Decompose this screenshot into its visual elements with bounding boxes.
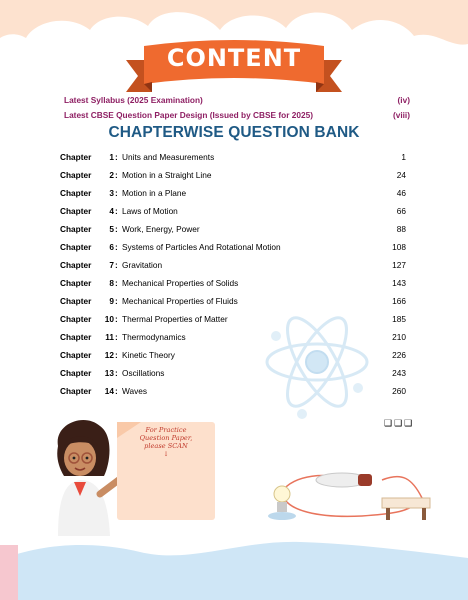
chapter-title: Motion in a Straight Line <box>122 170 212 180</box>
chapter-word: Chapter <box>60 296 92 306</box>
chapter-title: Thermal Properties of Matter <box>122 314 228 324</box>
chapter-row[interactable]: Chapter 11 : Thermodynamics 210 <box>60 332 406 342</box>
chapter-number: 8 <box>109 278 114 288</box>
prelim-item-label: Latest CBSE Question Paper Design (Issued by CBSE for 2025) <box>64 110 313 120</box>
chapter-row[interactable]: Chapter 7 : Gravitation 127 <box>60 260 406 270</box>
chapter-title: Kinetic Theory <box>122 350 175 360</box>
chapter-word: Chapter <box>60 152 92 162</box>
chapter-number: 6 <box>109 242 114 252</box>
chapter-page: 226 <box>392 350 406 360</box>
chapter-number: 3 <box>109 188 114 198</box>
end-marks: ❑❑❑ <box>384 418 415 428</box>
chapter-title: Gravitation <box>122 260 163 270</box>
chapter-row[interactable]: Chapter 9 : Mechanical Properties of Fluids 166 <box>60 296 406 306</box>
chapter-page: 127 <box>392 260 406 270</box>
chapter-row[interactable]: Chapter 3 : Motion in a Plane 46 <box>60 188 406 198</box>
chapter-row[interactable]: Chapter 6 : Systems of Particles And Rotational Motion 108 <box>60 242 406 252</box>
chapter-word: Chapter <box>60 188 92 198</box>
chapter-row[interactable]: Chapter 2 : Motion in a Straight Line 24 <box>60 170 406 180</box>
chapter-number: 2 <box>109 170 114 180</box>
chapter-word: Chapter <box>60 332 92 342</box>
chapter-word: Chapter <box>60 242 92 252</box>
chapter-number: 14 <box>104 386 114 396</box>
chapter-word: Chapter <box>60 350 92 360</box>
circuit-illustration-icon <box>262 468 440 528</box>
chapter-title: Oscillations <box>122 368 165 378</box>
chapter-number: 9 <box>109 296 114 306</box>
section-title: CHAPTERWISE QUESTION BANK <box>108 124 360 141</box>
chapter-title: Laws of Motion <box>122 206 178 216</box>
atom-icon <box>262 296 372 426</box>
bottom-wave-decoration <box>0 538 468 600</box>
chapter-title: Thermodynamics <box>122 332 186 342</box>
arrow-down-icon: ↓ <box>163 450 169 458</box>
chapter-word: Chapter <box>60 260 92 270</box>
chapter-word: Chapter <box>60 368 92 378</box>
chapter-title: Units and Measurements <box>122 152 215 162</box>
chapter-row[interactable]: Chapter 12 : Kinetic Theory 226 <box>60 350 406 360</box>
note-line-3: please SCAN <box>144 442 188 450</box>
chapter-word: Chapter <box>60 170 92 180</box>
note-line-2: Question Paper, <box>139 434 193 442</box>
chapter-page: 260 <box>392 386 406 396</box>
chapter-number: 1 <box>109 152 114 162</box>
chapter-title: Waves <box>122 386 148 396</box>
chapter-page: 166 <box>392 296 406 306</box>
practice-note-text <box>126 426 206 458</box>
chapter-page: 243 <box>392 368 406 378</box>
chapter-word: Chapter <box>60 278 92 288</box>
chapter-page: 1 <box>401 152 406 162</box>
chapter-title: Work, Energy, Power <box>122 224 200 234</box>
chapter-row[interactable]: Chapter 14 : Waves 260 <box>60 386 406 396</box>
chapter-page: 108 <box>392 242 406 252</box>
chapter-page: 185 <box>392 314 406 324</box>
chapter-row[interactable]: Chapter 5 : Work, Energy, Power 88 <box>60 224 406 234</box>
chapter-row[interactable]: Chapter 10 : Thermal Properties of Matter 185 <box>60 314 406 324</box>
chapter-page: 88 <box>396 224 406 234</box>
chapter-page: 24 <box>396 170 406 180</box>
chapter-number: 10 <box>104 314 114 324</box>
note-line-1: For Practice <box>145 426 187 434</box>
prelim-item-syllabus[interactable] <box>64 95 410 105</box>
chapter-row[interactable]: Chapter 4 : Laws of Motion 66 <box>60 206 406 216</box>
banner-title: CONTENT <box>166 44 302 72</box>
prelim-item-page: (viii) <box>392 110 410 120</box>
chapter-title: Systems of Particles And Rotational Motion <box>122 242 281 252</box>
chapter-word: Chapter <box>60 224 92 234</box>
prelim-item-page: (iv) <box>397 95 410 105</box>
chapter-row[interactable]: Chapter 8 : Mechanical Properties of Solids 143 <box>60 278 406 288</box>
chapter-number: 5 <box>109 224 114 234</box>
chapter-number: 7 <box>109 260 114 270</box>
chapter-page: 210 <box>392 332 406 342</box>
chapter-number: 4 <box>109 206 114 216</box>
chapter-word: Chapter <box>60 314 92 324</box>
chapter-page: 143 <box>392 278 406 288</box>
chapter-word: Chapter <box>60 206 92 216</box>
prelim-item-question-paper-design[interactable] <box>64 110 410 120</box>
prelim-item-label: Latest Syllabus (2025 Examination) <box>64 95 203 105</box>
chapter-row[interactable]: Chapter 1 : Units and Measurements 1 <box>60 152 406 162</box>
chapter-title: Mechanical Properties of Solids <box>122 278 239 288</box>
chapter-title: Motion in a Plane <box>122 188 187 198</box>
left-pink-strip <box>0 545 18 600</box>
chapter-page: 46 <box>396 188 406 198</box>
chapter-row[interactable]: Chapter 13 : Oscillations 243 <box>60 368 406 378</box>
chapter-page: 66 <box>396 206 406 216</box>
chapter-number: 11 <box>105 332 114 342</box>
chapter-number: 13 <box>104 368 114 378</box>
chapter-number: 12 <box>104 350 114 360</box>
chapter-title: Mechanical Properties of Fluids <box>122 296 238 306</box>
chapter-word: Chapter <box>60 386 92 396</box>
